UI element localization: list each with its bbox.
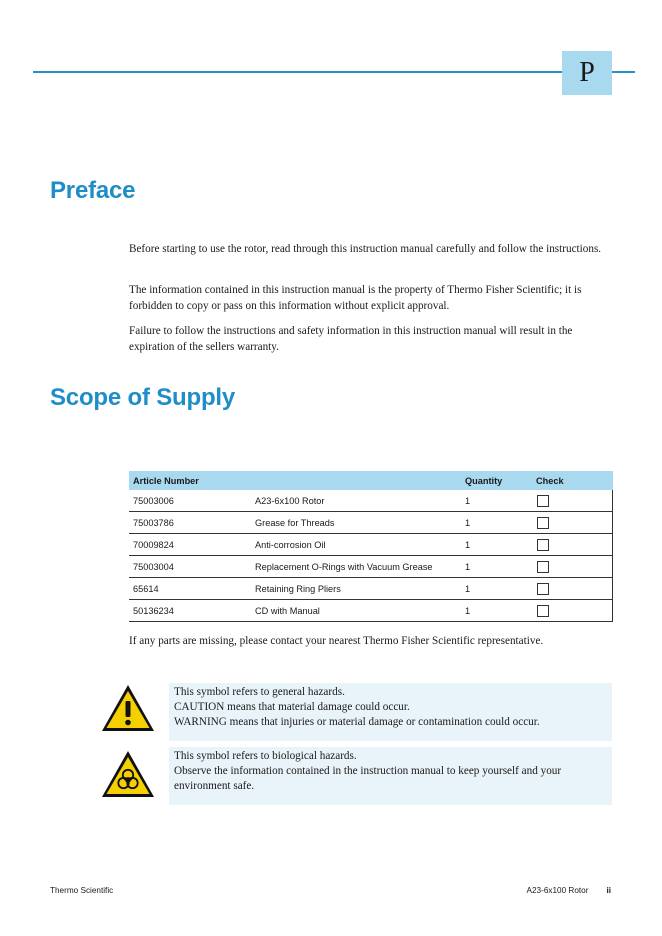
- description: Replacement O-Rings with Vacuum Grease: [251, 556, 461, 578]
- general-hazard-icon: [100, 683, 156, 733]
- header-check: Check: [532, 471, 613, 490]
- notice-line: This symbol refers to biological hazards.: [174, 750, 357, 762]
- missing-parts-note: If any parts are missing, please contact your nearest Thermo Fisher Scientific representative.: [129, 635, 544, 647]
- scope-of-supply-table: [129, 471, 613, 622]
- article-number: 75003004: [129, 556, 251, 578]
- table-row: [129, 512, 613, 534]
- description: Grease for Threads: [251, 512, 461, 534]
- check-box[interactable]: [537, 517, 549, 529]
- table-row: [129, 534, 613, 556]
- general-hazard-notice: [100, 683, 612, 741]
- notice-line: Observe the information contained in the instruction manual to keep yourself and your environment safe.: [174, 765, 562, 792]
- table-row: [129, 556, 613, 578]
- article-number: 75003006: [129, 490, 251, 512]
- biohazard-text: [169, 747, 612, 805]
- check-cell: [532, 578, 613, 600]
- check-cell: [532, 512, 613, 534]
- description: A23-6x100 Rotor: [251, 490, 461, 512]
- table-row: [129, 490, 613, 512]
- quantity: 1: [461, 556, 532, 578]
- check-cell: [532, 556, 613, 578]
- preface-paragraph-1: Before starting to use the rotor, read through this instruction manual carefully and follow the instructions.: [129, 243, 602, 255]
- chapter-tab: P: [562, 51, 612, 95]
- preface-paragraph-2: The information contained in this instruction manual is the property of Thermo Fisher Scientific; it is forbidden to copy or pass on this information without explicit approval.: [129, 284, 582, 312]
- header-rule: [33, 71, 635, 73]
- table-row: [129, 600, 613, 622]
- notice-line: WARNING means that injuries or material damage or contamination could occur.: [174, 716, 540, 728]
- biohazard-icon: [100, 749, 156, 799]
- footer-brand: Thermo Scientific: [50, 886, 114, 895]
- check-box[interactable]: [537, 583, 549, 595]
- quantity: 1: [461, 512, 532, 534]
- table-row: [129, 578, 613, 600]
- article-number: 75003786: [129, 512, 251, 534]
- article-number: 50136234: [129, 600, 251, 622]
- check-box[interactable]: [537, 539, 549, 551]
- biohazard-notice: [100, 747, 612, 805]
- check-cell: [532, 600, 613, 622]
- quantity: 1: [461, 490, 532, 512]
- general-hazard-text: [169, 683, 612, 741]
- notice-line: CAUTION means that material damage could occur.: [174, 701, 410, 713]
- footer-right: [527, 886, 611, 895]
- header-article-number: Article Number: [129, 471, 251, 490]
- description: Anti-corrosion Oil: [251, 534, 461, 556]
- preface-heading: Preface: [50, 177, 136, 204]
- table-header-row: [129, 471, 613, 490]
- check-box[interactable]: [537, 561, 549, 573]
- check-box[interactable]: [537, 495, 549, 507]
- article-number: 65614: [129, 578, 251, 600]
- description: Retaining Ring Pliers: [251, 578, 461, 600]
- notice-line: This symbol refers to general hazards.: [174, 686, 345, 698]
- check-box[interactable]: [537, 605, 549, 617]
- scope-heading: Scope of Supply: [50, 384, 236, 411]
- quantity: 1: [461, 534, 532, 556]
- quantity: 1: [461, 578, 532, 600]
- check-cell: [532, 490, 613, 512]
- header-quantity: Quantity: [461, 471, 532, 490]
- description: CD with Manual: [251, 600, 461, 622]
- check-cell: [532, 534, 613, 556]
- header-description: [251, 471, 461, 490]
- footer-product: A23-6x100 Rotor: [526, 886, 589, 895]
- article-number: 70009824: [129, 534, 251, 556]
- preface-paragraph-3: Failure to follow the instructions and safety information in this instruction manual will result in the expiration of the sellers warranty.: [129, 325, 573, 353]
- page-number: ii: [606, 886, 611, 895]
- quantity: 1: [461, 600, 532, 622]
